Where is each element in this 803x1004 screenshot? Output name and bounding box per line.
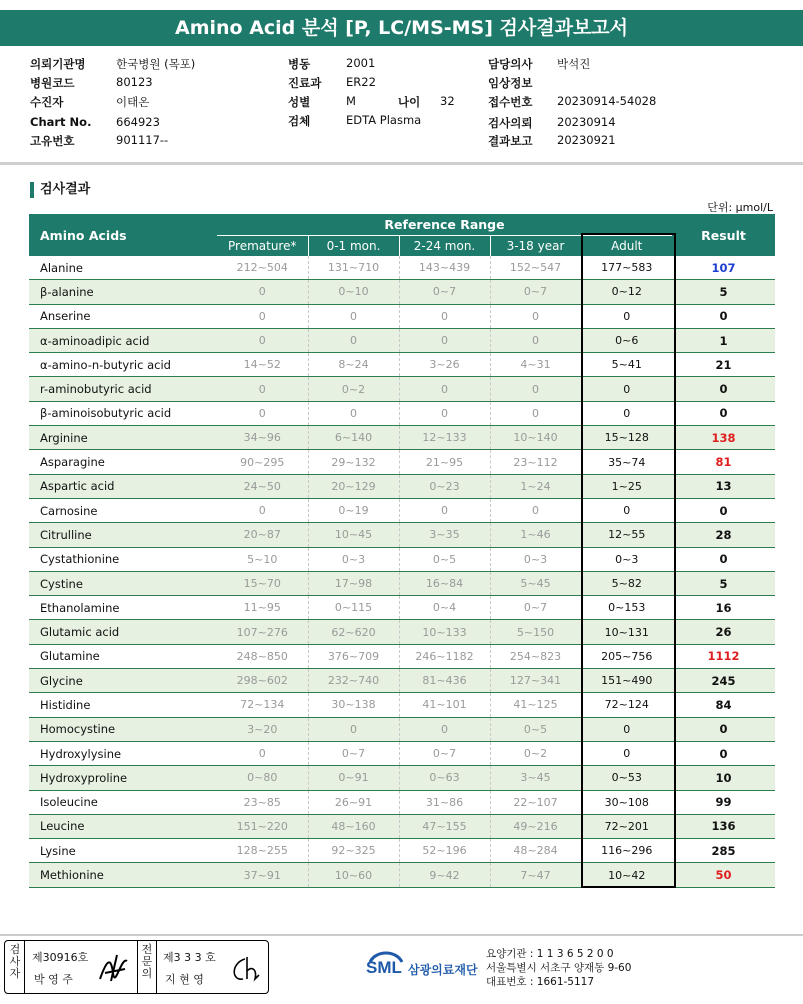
reference-range: 10~60	[308, 863, 399, 887]
result-value: 50	[672, 863, 775, 887]
reference-range: 30~138	[308, 693, 399, 717]
result-value: 84	[672, 693, 775, 717]
table-row	[29, 596, 775, 620]
table-row	[29, 620, 775, 644]
adult-range: 72~201	[581, 814, 672, 838]
amino-acid-name: Ethanolamine	[29, 596, 217, 620]
reference-range: 3~45	[490, 766, 581, 790]
amino-acid-name: β-aminoisobutyric acid	[29, 401, 217, 425]
info-value: 664923	[116, 115, 160, 129]
reference-range: 0~4	[399, 596, 490, 620]
reference-range: 10~140	[490, 426, 581, 450]
reference-range: 0~5	[399, 547, 490, 571]
reference-range: 143~439	[399, 256, 490, 280]
result-value: 1	[672, 328, 775, 352]
adult-range: 0~153	[581, 596, 672, 620]
adult-range: 0	[581, 377, 672, 401]
subheader-2: 2-24 mon.	[399, 236, 490, 257]
info-value: 20230914	[557, 115, 616, 129]
reference-range: 3~35	[399, 523, 490, 547]
footer-divider	[0, 934, 803, 936]
table-row	[29, 280, 775, 304]
table-row	[29, 256, 775, 280]
table-row	[29, 644, 775, 668]
reference-range: 152~547	[490, 256, 581, 280]
signature-1-icon	[97, 951, 131, 985]
reference-range: 4~31	[490, 353, 581, 377]
header-result: Result	[672, 214, 775, 256]
adult-range: 10~42	[581, 863, 672, 887]
reference-range: 5~45	[490, 571, 581, 595]
header-amino-acids: Amino Acids	[29, 214, 217, 256]
reference-range: 0	[217, 328, 308, 352]
result-value: 0	[672, 741, 775, 765]
subheader-3: 3-18 year	[490, 236, 581, 257]
adult-range: 10~131	[581, 620, 672, 644]
reference-range: 0~3	[490, 547, 581, 571]
table-row	[29, 717, 775, 741]
table-row	[29, 304, 775, 328]
adult-range: 0	[581, 401, 672, 425]
table-row	[29, 474, 775, 498]
table-row	[29, 450, 775, 474]
info-label: 검체	[288, 114, 311, 128]
table-row	[29, 426, 775, 450]
result-value: 21	[672, 353, 775, 377]
reference-range: 6~140	[308, 426, 399, 450]
reference-range: 0	[399, 401, 490, 425]
reference-range: 72~134	[217, 693, 308, 717]
info-label: 접수번호	[488, 95, 533, 109]
result-value: 0	[672, 304, 775, 328]
org-line: 서울특별시 서초구 양재동 9-60	[486, 962, 632, 974]
adult-range: 72~124	[581, 693, 672, 717]
table-row	[29, 741, 775, 765]
reference-range: 37~91	[217, 863, 308, 887]
logo-org: 삼광의료재단	[408, 963, 478, 977]
info-label: 결과보고	[488, 134, 533, 148]
result-value: 285	[672, 839, 775, 863]
reference-range: 5~10	[217, 547, 308, 571]
reference-range: 127~341	[490, 669, 581, 693]
reference-range: 22~107	[490, 790, 581, 814]
info-value: 901117--	[116, 133, 169, 147]
table-row	[29, 839, 775, 863]
amino-acid-name: Hydroxylysine	[29, 741, 217, 765]
reference-range: 131~710	[308, 256, 399, 280]
adult-range: 151~490	[581, 669, 672, 693]
reference-range: 0	[217, 377, 308, 401]
table-row	[29, 377, 775, 401]
info-label: 병원코드	[30, 76, 75, 90]
reference-range: 0	[217, 304, 308, 328]
reference-range: 14~52	[217, 353, 308, 377]
amino-acid-name: Methionine	[29, 863, 217, 887]
reference-range: 0~7	[308, 741, 399, 765]
reference-range: 0~3	[308, 547, 399, 571]
info-value: EDTA Plasma	[346, 113, 422, 127]
table-row	[29, 401, 775, 425]
result-value: 16	[672, 596, 775, 620]
adult-range: 35~74	[581, 450, 672, 474]
result-value: 0	[672, 377, 775, 401]
reference-range: 0~7	[490, 280, 581, 304]
reference-range: 48~160	[308, 814, 399, 838]
result-value: 5	[672, 571, 775, 595]
reference-range: 212~504	[217, 256, 308, 280]
reference-range: 232~740	[308, 669, 399, 693]
reference-range: 0	[308, 717, 399, 741]
reference-range: 23~112	[490, 450, 581, 474]
amino-acid-name: Cystine	[29, 571, 217, 595]
adult-range: 0	[581, 717, 672, 741]
reference-range: 12~133	[399, 426, 490, 450]
reference-range: 254~823	[490, 644, 581, 668]
result-value: 26	[672, 620, 775, 644]
logo-text: SML	[366, 958, 402, 977]
adult-range: 5~82	[581, 571, 672, 595]
info-label: 성별	[288, 95, 311, 109]
reference-range: 52~196	[399, 839, 490, 863]
adult-range: 116~296	[581, 839, 672, 863]
reference-range: 90~295	[217, 450, 308, 474]
info-value: 박석진	[557, 57, 591, 71]
report-title: Amino Acid 분석 [P, LC/MS-MS] 검사결과보고서	[0, 10, 803, 46]
reference-range: 0	[490, 328, 581, 352]
signature-2-icon	[227, 953, 261, 985]
result-value: 107	[672, 256, 775, 280]
reference-range: 0	[399, 498, 490, 522]
info-value: 한국병원 (목포)	[116, 57, 196, 71]
adult-range: 0~6	[581, 328, 672, 352]
reference-range: 0	[399, 377, 490, 401]
reference-range: 0~7	[399, 741, 490, 765]
org-line: 요양기관 : 1 1 3 6 5 2 0 0	[486, 948, 614, 960]
reference-range: 3~26	[399, 353, 490, 377]
amino-acid-name: Isoleucine	[29, 790, 217, 814]
subheader-4: Adult	[581, 236, 672, 257]
patient-info	[0, 54, 803, 154]
reference-range: 0~2	[308, 377, 399, 401]
age-label: 나이	[398, 95, 421, 109]
amino-acid-name: Aspartic acid	[29, 474, 217, 498]
amino-acid-name: Glutamine	[29, 644, 217, 668]
table-row	[29, 790, 775, 814]
header-reference-range: Reference Range	[217, 214, 672, 236]
reference-range: 92~325	[308, 839, 399, 863]
reference-range: 376~709	[308, 644, 399, 668]
amino-acid-name: Glycine	[29, 669, 217, 693]
reference-range: 5~150	[490, 620, 581, 644]
reference-range: 1~46	[490, 523, 581, 547]
reference-range: 0	[490, 401, 581, 425]
table-row	[29, 571, 775, 595]
reference-range: 81~436	[399, 669, 490, 693]
reference-range: 128~255	[217, 839, 308, 863]
table-row	[29, 547, 775, 571]
reference-range: 24~50	[217, 474, 308, 498]
reference-range: 0	[217, 280, 308, 304]
results-table	[29, 214, 775, 888]
amino-acid-name: Asparagine	[29, 450, 217, 474]
reference-range: 16~84	[399, 571, 490, 595]
table-row	[29, 498, 775, 522]
reference-range: 0	[308, 328, 399, 352]
reference-range: 1~24	[490, 474, 581, 498]
result-value: 81	[672, 450, 775, 474]
reference-range: 9~42	[399, 863, 490, 887]
result-value: 28	[672, 523, 775, 547]
signature-box	[4, 940, 269, 994]
result-value: 99	[672, 790, 775, 814]
reference-range: 0	[490, 377, 581, 401]
reference-range: 31~86	[399, 790, 490, 814]
reference-range: 20~87	[217, 523, 308, 547]
age-value: 32	[440, 94, 455, 108]
amino-acid-name: Hydroxyproline	[29, 766, 217, 790]
org-info	[486, 947, 631, 989]
info-label: 진료과	[288, 76, 322, 90]
table-row	[29, 353, 775, 377]
adult-range: 30~108	[581, 790, 672, 814]
reference-range: 17~98	[308, 571, 399, 595]
amino-acid-name: Histidine	[29, 693, 217, 717]
amino-acid-name: Leucine	[29, 814, 217, 838]
info-value: 2001	[346, 56, 376, 70]
reference-range: 151~220	[217, 814, 308, 838]
result-value: 0	[672, 717, 775, 741]
result-value: 1112	[672, 644, 775, 668]
stamp1-number: 제30916호	[32, 951, 89, 964]
subheader-1: 0-1 mon.	[308, 236, 399, 257]
adult-range: 12~55	[581, 523, 672, 547]
amino-acid-name: Arginine	[29, 426, 217, 450]
info-value: 이태온	[116, 95, 150, 109]
amino-acid-name: Anserine	[29, 304, 217, 328]
section-title	[30, 178, 90, 198]
table-row	[29, 328, 775, 352]
reference-range: 0~7	[399, 280, 490, 304]
table-row	[29, 814, 775, 838]
info-label: Chart No.	[30, 115, 92, 129]
info-value: M	[346, 94, 356, 108]
reference-range: 23~85	[217, 790, 308, 814]
amino-acid-name: Glutamic acid	[29, 620, 217, 644]
reference-range: 0~10	[308, 280, 399, 304]
amino-acid-name: r-aminobutyric acid	[29, 377, 217, 401]
reference-range: 26~91	[308, 790, 399, 814]
amino-acid-name: β-alanine	[29, 280, 217, 304]
info-label: 의뢰기관명	[30, 57, 86, 71]
reference-range: 11~95	[217, 596, 308, 620]
stamp1-name: 박 영 주	[34, 973, 73, 986]
adult-range: 1~25	[581, 474, 672, 498]
table-row	[29, 693, 775, 717]
reference-range: 10~45	[308, 523, 399, 547]
divider	[0, 162, 803, 165]
reference-range: 15~70	[217, 571, 308, 595]
reference-range: 107~276	[217, 620, 308, 644]
info-value: 80123	[116, 75, 153, 89]
adult-range: 5~41	[581, 353, 672, 377]
reference-range: 0~2	[490, 741, 581, 765]
amino-acid-name: α-amino-n-butyric acid	[29, 353, 217, 377]
section-title-text: 검사결과	[40, 182, 91, 197]
amino-acid-name: Lysine	[29, 839, 217, 863]
reference-range: 20~129	[308, 474, 399, 498]
stamp1-label-text: 검사자	[9, 943, 21, 980]
reference-range: 10~133	[399, 620, 490, 644]
reference-range: 8~24	[308, 353, 399, 377]
amino-acid-name: Homocystine	[29, 717, 217, 741]
result-value: 10	[672, 766, 775, 790]
reference-range: 0	[490, 498, 581, 522]
result-value: 5	[672, 280, 775, 304]
adult-range: 0~12	[581, 280, 672, 304]
result-value: 138	[672, 426, 775, 450]
reference-range: 34~96	[217, 426, 308, 450]
adult-range: 0	[581, 304, 672, 328]
amino-acid-name: α-aminoadipic acid	[29, 328, 217, 352]
reference-range: 3~20	[217, 717, 308, 741]
reference-range: 0	[308, 401, 399, 425]
result-value: 0	[672, 547, 775, 571]
reference-range: 0~7	[490, 596, 581, 620]
result-value: 0	[672, 498, 775, 522]
reference-range: 0	[399, 717, 490, 741]
result-value: 245	[672, 669, 775, 693]
table-row	[29, 863, 775, 887]
adult-range: 0	[581, 741, 672, 765]
amino-acid-name: Citrulline	[29, 523, 217, 547]
unit-label: 단위: μmol/L	[707, 201, 773, 214]
reference-range: 248~850	[217, 644, 308, 668]
result-value: 136	[672, 814, 775, 838]
reference-range: 7~47	[490, 863, 581, 887]
stamp2-label-text: 전문의	[141, 943, 153, 980]
reference-range: 0	[217, 401, 308, 425]
reference-range: 298~602	[217, 669, 308, 693]
reference-range: 0	[490, 304, 581, 328]
reference-range: 246~1182	[399, 644, 490, 668]
reference-range: 21~95	[399, 450, 490, 474]
adult-range: 205~756	[581, 644, 672, 668]
info-value: 20230921	[557, 133, 616, 147]
reference-range: 0	[308, 304, 399, 328]
result-value: 13	[672, 474, 775, 498]
reference-range: 0~91	[308, 766, 399, 790]
info-value: ER22	[346, 75, 376, 89]
reference-range: 47~155	[399, 814, 490, 838]
adult-range: 177~583	[581, 256, 672, 280]
table-row	[29, 766, 775, 790]
stamp2-label	[140, 944, 154, 980]
reference-range: 41~101	[399, 693, 490, 717]
reference-range: 0	[217, 741, 308, 765]
adult-range: 0	[581, 498, 672, 522]
info-label: 임상정보	[488, 76, 533, 90]
info-label: 병동	[288, 57, 311, 71]
reference-range: 49~216	[490, 814, 581, 838]
reference-range: 29~132	[308, 450, 399, 474]
reference-range: 0~23	[399, 474, 490, 498]
table-row	[29, 523, 775, 547]
reference-range: 0	[217, 498, 308, 522]
info-label: 검사의뢰	[488, 116, 533, 130]
reference-range: 0~19	[308, 498, 399, 522]
info-value: 20230914-54028	[557, 94, 657, 108]
stamp1-label	[8, 944, 22, 980]
table-row	[29, 669, 775, 693]
section-bar-icon	[30, 182, 34, 198]
reference-range: 0~63	[399, 766, 490, 790]
info-label: 수진자	[30, 95, 64, 109]
reference-range: 0	[399, 304, 490, 328]
reference-range: 41~125	[490, 693, 581, 717]
reference-range: 0~5	[490, 717, 581, 741]
amino-acid-name: Cystathionine	[29, 547, 217, 571]
amino-acid-name: Alanine	[29, 256, 217, 280]
adult-range: 15~128	[581, 426, 672, 450]
reference-range: 0	[399, 328, 490, 352]
reference-range: 0~115	[308, 596, 399, 620]
stamp2-number: 제3 3 3 호	[163, 951, 216, 964]
subheader-0: Premature*	[217, 236, 308, 257]
amino-acid-name: Carnosine	[29, 498, 217, 522]
reference-range: 0~80	[217, 766, 308, 790]
info-label: 담당의사	[488, 57, 533, 71]
info-label: 고유번호	[30, 134, 75, 148]
adult-range: 0~53	[581, 766, 672, 790]
reference-range: 62~620	[308, 620, 399, 644]
stamp2-name: 지 현 영	[165, 973, 204, 986]
reference-range: 48~284	[490, 839, 581, 863]
result-value: 0	[672, 401, 775, 425]
org-line: 대표번호 : 1661-5117	[486, 976, 595, 988]
adult-range: 0~3	[581, 547, 672, 571]
